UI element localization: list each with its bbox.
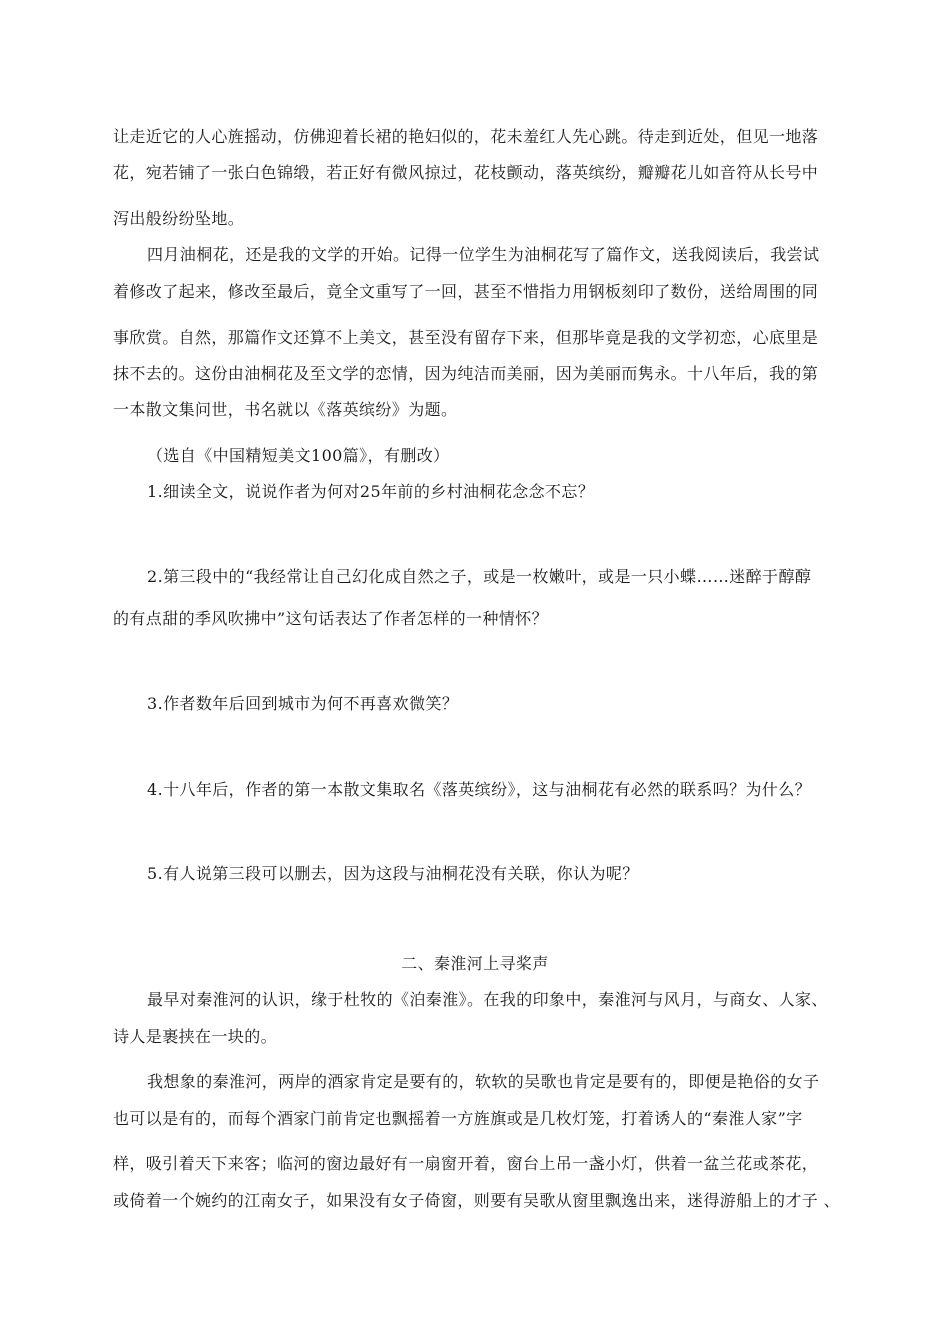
- paragraph-line: 四月油桐花，还是我的文学的开始。记得一位学生为油桐花写了篇作文，送我阅读后，我尝试: [147, 245, 820, 264]
- paragraph-line: 也可以是有的，而每个酒家门前肯定也飘摇着一方旌旗或是几枚灯笼，打着诱人的“秦淮人家”字: [113, 1109, 803, 1128]
- question-5: 5.有人说第三段可以删去，因为这段与油桐花没有关联，你认为呢？: [147, 864, 639, 883]
- paragraph-line: 抹不去的。这份由油桐花及至文学的恋情，因为纯洁而美丽，因为美丽而隽永。十八年后，我的第: [113, 364, 819, 383]
- paragraph-line: 或倚着一个婉约的江南女子，如果没有女子倚窗，则要有吴歌从窗里飘逸出来，迷得游船上的才子 、: [113, 1191, 841, 1210]
- paragraph-line: 花，宛若铺了一张白色锦缎，若正好有微风掠过，花枝颤动，落英缤纷，瓣瓣花儿如音符从长号中: [113, 163, 819, 182]
- source-citation: （选自《中国精短美文100篇》，有删改）: [147, 446, 450, 465]
- question-2: 2.第三段中的“我经常让自己幻化成自然之子，或是一枚嫩叶，或是一只小蝶……迷醉于醇醇: [147, 567, 812, 586]
- section-heading: 二、秦淮河上寻桨声: [401, 954, 549, 973]
- paragraph-line: 着修改了起来，修改至最后，竟全文重写了一回，甚至不惜指力用钢板刻印了数份，送给周围的同: [113, 282, 819, 301]
- paragraph-line: 一本散文集问世，书名就以《落英缤纷》为题。: [113, 400, 458, 419]
- question-1: 1.细读全文，说说作者为何对25年前的乡村油桐花念念不忘？: [147, 482, 595, 501]
- paragraph-line: 事欣赏。自然，那篇作文还算不上美文，甚至没有留存下来，但那毕竟是我的文学初恋，心底里是: [113, 328, 819, 347]
- paragraph-line: 最早对秦淮河的认识，缘于杜牧的《泊秦淮》。在我的印象中，秦淮河与风月，与商女、人家、: [147, 990, 828, 1009]
- question-4: 4.十八年后，作者的第一本散文集取名《落英缤纷》，这与油桐花有必然的联系吗？为什么？: [147, 780, 812, 799]
- paragraph-line: 让走近它的人心旌摇动，仿佛迎着长裙的艳妇似的，花未羞红人先心跳。待走到近处，但见一地落: [113, 127, 819, 146]
- paragraph-line: 泻出般纷纷坠地。: [113, 209, 245, 228]
- paragraph-line: 诗人是裹挟在一块的。: [113, 1027, 278, 1046]
- paragraph-line: 我想象的秦淮河，两岸的酒家肯定是要有的，软软的吴歌也肯定是要有的，即便是艳俗的女子: [147, 1072, 820, 1091]
- question-2-continued: 的有点甜的季风吹拂中”这句话表达了作者怎样的一种情怀？: [113, 609, 548, 628]
- question-3: 3.作者数年后回到城市为何不再喜欢微笑？: [147, 694, 459, 713]
- paragraph-line: 样，吸引着天下来客；临河的窗边最好有一扇窗开着，窗台上吊一盏小灯，供着一盆兰花或茶花，: [113, 1154, 819, 1173]
